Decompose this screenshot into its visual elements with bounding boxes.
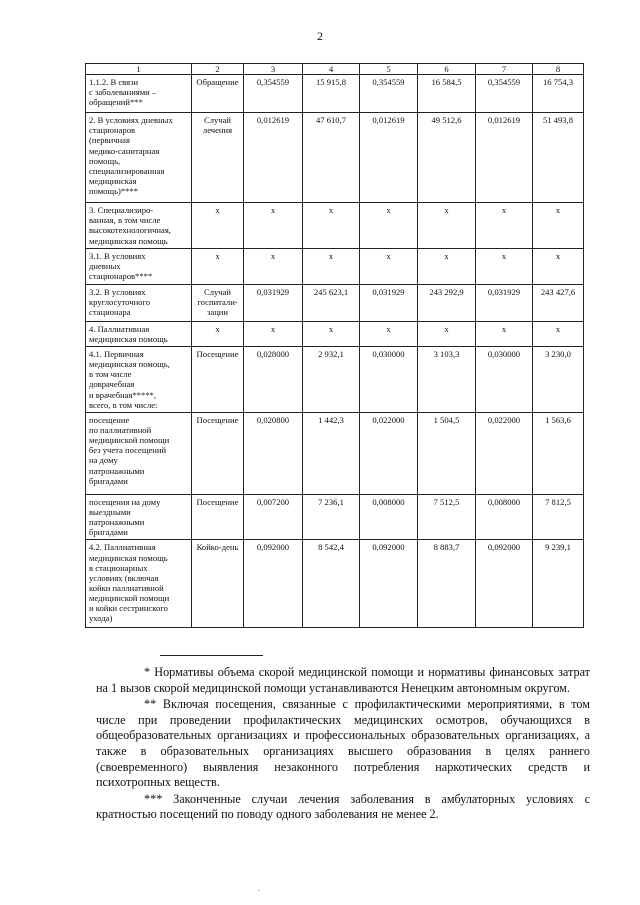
value-cell: 8 542,4 bbox=[303, 540, 360, 628]
unit-cell: Посещение bbox=[192, 494, 244, 540]
value-cell: 0,028000 bbox=[244, 346, 303, 412]
column-number: 1 bbox=[86, 64, 192, 75]
value-cell: 0,354559 bbox=[476, 75, 533, 113]
table-row bbox=[86, 203, 584, 249]
table-body bbox=[86, 75, 584, 628]
table-row bbox=[86, 284, 584, 321]
indicator-cell: 4.1. Первичная медицинская помощь, в том числе доврачебная и врачебная*****, всего, в том числе: bbox=[86, 346, 192, 412]
value-cell: 0,030000 bbox=[360, 346, 418, 412]
value-cell: 16 754,3 bbox=[533, 75, 584, 113]
value-cell: 0,007200 bbox=[244, 494, 303, 540]
value-cell: х bbox=[303, 321, 360, 346]
indicator-cell: 4.2. Паллиативная медицинская помощь в стационарных условиях (включая койки паллиативной медицинской помощи и койки сестринского ухода) bbox=[86, 540, 192, 628]
value-cell: 0,022000 bbox=[360, 412, 418, 494]
value-cell: 51 493,8 bbox=[533, 113, 584, 203]
column-number: 2 bbox=[192, 64, 244, 75]
value-cell: х bbox=[476, 248, 533, 284]
value-cell: 47 610,7 bbox=[303, 113, 360, 203]
column-number: 4 bbox=[303, 64, 360, 75]
column-number: 8 bbox=[533, 64, 584, 75]
value-cell: 16 584,5 bbox=[418, 75, 476, 113]
page-number: 2 bbox=[317, 29, 323, 43]
value-cell: х bbox=[418, 203, 476, 249]
value-cell: 0,354559 bbox=[360, 75, 418, 113]
unit-cell: Обращение bbox=[192, 75, 244, 113]
value-cell: 0,022000 bbox=[476, 412, 533, 494]
value-cell: 1 504,5 bbox=[418, 412, 476, 494]
column-number: 6 bbox=[418, 64, 476, 75]
value-cell: х bbox=[533, 248, 584, 284]
value-cell: 0,012619 bbox=[476, 113, 533, 203]
table-row bbox=[86, 346, 584, 412]
value-cell: х bbox=[244, 248, 303, 284]
value-cell: 0,092000 bbox=[244, 540, 303, 628]
value-cell: х bbox=[418, 321, 476, 346]
value-cell: 9 239,1 bbox=[533, 540, 584, 628]
unit-cell: Случай лечения bbox=[192, 113, 244, 203]
value-cell: 1 563,6 bbox=[533, 412, 584, 494]
indicator-cell: 3.1. В условиях дневных стационаров**** bbox=[86, 248, 192, 284]
value-cell: 243 292,9 bbox=[418, 284, 476, 321]
unit-cell: Случай госпитали- зации bbox=[192, 284, 244, 321]
indicator-cell: 3. Специализиро- ванная, в том числе высокотехнологичная, медицинская помощь bbox=[86, 203, 192, 249]
value-cell: 15 915,8 bbox=[303, 75, 360, 113]
value-cell: 49 512,6 bbox=[418, 113, 476, 203]
indicator-cell: 1.1.2. В связи с заболеваниями – обращений*** bbox=[86, 75, 192, 113]
value-cell: х bbox=[533, 321, 584, 346]
value-cell: 0,092000 bbox=[476, 540, 533, 628]
value-cell: х bbox=[244, 203, 303, 249]
value-cell: х bbox=[476, 321, 533, 346]
indicator-cell: посещения на дому выездными патронажными бригадами bbox=[86, 494, 192, 540]
table-row bbox=[86, 540, 584, 628]
value-cell: х bbox=[476, 203, 533, 249]
value-cell: 0,020800 bbox=[244, 412, 303, 494]
table-row bbox=[86, 321, 584, 346]
footnote: ** Включая посещения, связанные с профилактическими мероприятиями, в том числе при проведении профилактических медицинских осмотров, обучающихся в общеобразовательных организациях и профессиональных образовательных организациях, а также в образовательных организациях высшего образования в целях раннего (своевременного) выявления незаконного потребления наркотических средств и психотропных веществ. bbox=[96, 697, 590, 790]
footnote: * Нормативы объема скорой медицинской помощи и нормативы финансовых затрат на 1 вызов скорой медицинской помощи устанавливаются Ненецким автономным округом. bbox=[96, 665, 590, 695]
value-cell: 3 230,0 bbox=[533, 346, 584, 412]
value-cell: 0,008000 bbox=[476, 494, 533, 540]
table-row bbox=[86, 75, 584, 113]
column-number: 3 bbox=[244, 64, 303, 75]
value-cell: 0,354559 bbox=[244, 75, 303, 113]
value-cell: х bbox=[360, 248, 418, 284]
unit-cell: Посещение bbox=[192, 346, 244, 412]
value-cell: х bbox=[303, 203, 360, 249]
indicator-cell: посещение по паллиативной медицинской помощи без учета посещений на дому патронажными бригадами bbox=[86, 412, 192, 494]
indicator-cell: 3.2. В условиях круглосуточного стационара bbox=[86, 284, 192, 321]
value-cell: 0,012619 bbox=[360, 113, 418, 203]
value-cell: 7 236,1 bbox=[303, 494, 360, 540]
value-cell: 0,008000 bbox=[360, 494, 418, 540]
table-row bbox=[86, 248, 584, 284]
indicator-cell: 2. В условиях дневных стационаров (первичная медико-санитарная помощь, специализированная медицинская помощь)**** bbox=[86, 113, 192, 203]
footnotes bbox=[96, 665, 590, 824]
value-cell: х bbox=[533, 203, 584, 249]
unit-cell: Посещение bbox=[192, 412, 244, 494]
table-row bbox=[86, 412, 584, 494]
column-number: 7 bbox=[476, 64, 533, 75]
value-cell: 8 883,7 bbox=[418, 540, 476, 628]
footnote-divider bbox=[160, 655, 263, 656]
value-cell: 2 932,1 bbox=[303, 346, 360, 412]
value-cell: х bbox=[303, 248, 360, 284]
page-mark: . bbox=[258, 884, 260, 893]
unit-cell: х bbox=[192, 248, 244, 284]
table-header-row bbox=[86, 64, 584, 75]
footnote: *** Законченные случаи лечения заболевания в амбулаторных условиях с кратностью посещений по поводу одного заболевания не менее 2. bbox=[96, 791, 590, 822]
value-cell: 0,092000 bbox=[360, 540, 418, 628]
table-row bbox=[86, 113, 584, 203]
norms-table bbox=[85, 63, 584, 628]
value-cell: х bbox=[360, 321, 418, 346]
value-cell: 0,012619 bbox=[244, 113, 303, 203]
column-number: 5 bbox=[360, 64, 418, 75]
value-cell: х bbox=[418, 248, 476, 284]
unit-cell: Койко-день bbox=[192, 540, 244, 628]
value-cell: 0,030000 bbox=[476, 346, 533, 412]
value-cell: 7 812,5 bbox=[533, 494, 584, 540]
value-cell: 245 623,1 bbox=[303, 284, 360, 321]
unit-cell: х bbox=[192, 321, 244, 346]
value-cell: 243 427,6 bbox=[533, 284, 584, 321]
value-cell: х bbox=[244, 321, 303, 346]
value-cell: 0,031929 bbox=[244, 284, 303, 321]
value-cell: 1 442,3 bbox=[303, 412, 360, 494]
value-cell: 0,031929 bbox=[476, 284, 533, 321]
unit-cell: х bbox=[192, 203, 244, 249]
table-row bbox=[86, 494, 584, 540]
value-cell: 7 512,5 bbox=[418, 494, 476, 540]
value-cell: х bbox=[360, 203, 418, 249]
value-cell: 3 103,3 bbox=[418, 346, 476, 412]
value-cell: 0,031929 bbox=[360, 284, 418, 321]
indicator-cell: 4. Паллиативная медицинская помощь bbox=[86, 321, 192, 346]
